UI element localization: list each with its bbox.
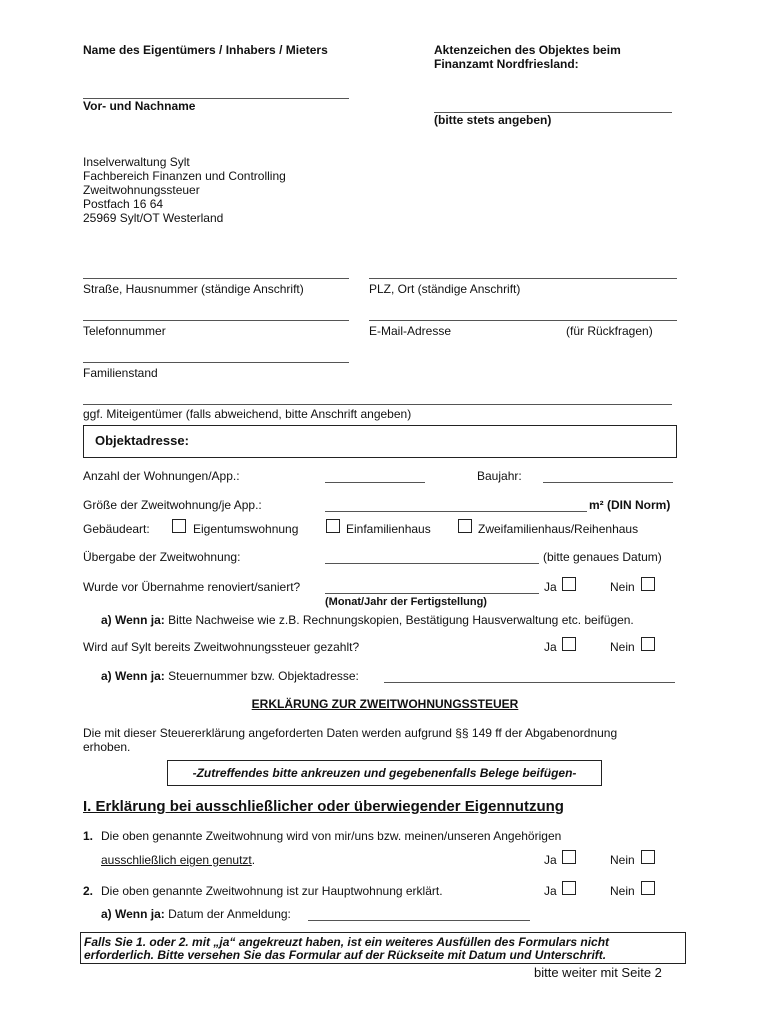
instruction-box (167, 760, 602, 786)
recipient-line: 25969 Sylt/OT Westerland (83, 211, 224, 225)
q1-yes-label: Ja (544, 853, 557, 867)
two-family-label: Zweifamilienhaus/Reihenhaus (478, 522, 639, 536)
owner-label: Name des Eigentümers / Inhabers / Mieters (83, 43, 328, 57)
tax-if-yes-prefix: a) Wenn ja: (101, 669, 165, 683)
street-input-line[interactable] (83, 266, 349, 279)
renovated-no-checkbox[interactable] (641, 577, 655, 591)
registration-date-input-line[interactable] (308, 908, 530, 921)
phone-input-line[interactable] (83, 308, 349, 321)
email-caption: E-Mail-Adresse (369, 324, 452, 338)
renovated-yes-label: Ja (544, 580, 557, 594)
file-number-label-line1: Aktenzeichen des Objektes beim (434, 43, 621, 57)
q1-no-checkbox[interactable] (641, 850, 655, 864)
q1-number: 1. (83, 829, 94, 843)
q2-if-yes-note (101, 907, 291, 921)
continue-note: bitte weiter mit Seite 2 (534, 965, 662, 980)
city-caption: PLZ, Ort (ständige Anschrift) (369, 282, 521, 296)
handover-label: Übergabe der Zweitwohnung: (83, 550, 241, 564)
footer-note-box (80, 932, 686, 964)
name-caption: Vor- und Nachname (83, 99, 196, 113)
q2-no-label: Nein (610, 884, 635, 898)
street-caption: Straße, Hausnummer (ständige Anschrift) (83, 282, 304, 296)
q1-text-line2 (101, 853, 255, 867)
renovation-date-input-line[interactable] (325, 581, 539, 594)
handover-date-input-line[interactable] (325, 551, 539, 564)
q1-no-label: Nein (610, 853, 635, 867)
instruction-text: -Zutreffendes bitte ankreuzen und gegebenenfalls Belege beifügen- (192, 766, 577, 780)
email-input-line[interactable] (369, 308, 677, 321)
object-address-box[interactable] (83, 425, 677, 458)
year-input-line[interactable] (543, 470, 673, 483)
marital-input-line[interactable] (83, 350, 349, 363)
renovated-if-yes-text: Bitte Nachweise wie z.B. Rechnungskopien, Bestätigung Hausverwaltung etc. beifügen. (168, 613, 634, 627)
q2-if-yes-text: Datum der Anmeldung: (168, 907, 291, 921)
size-label: Größe der Zweitwohnung/je App.: (83, 498, 262, 512)
single-family-label: Einfamilienhaus (346, 522, 431, 536)
tax-paid-yes-label: Ja (544, 640, 557, 654)
recipient-line: Inselverwaltung Sylt (83, 155, 190, 169)
q1-text-end: . (251, 853, 256, 867)
size-input-line[interactable] (325, 499, 587, 512)
tax-paid-no-checkbox[interactable] (641, 637, 655, 651)
file-number-label-line2: Finanzamt Nordfriesland: (434, 57, 579, 71)
tax-if-yes-note (101, 669, 359, 683)
file-number-input-line[interactable] (434, 100, 672, 113)
renovated-if-yes-note (101, 613, 634, 627)
recipient-line: Postfach 16 64 (83, 197, 164, 211)
tax-if-yes-text: Steuernummer bzw. Objektadresse: (168, 669, 359, 683)
units-label: Anzahl der Wohnungen/App.: (83, 469, 240, 483)
section1-title: I. Erklärung bei ausschließlicher oder überwiegender Eigennutzung (83, 798, 564, 815)
renovated-no-label: Nein (610, 580, 635, 594)
tax-paid-no-label: Nein (610, 640, 635, 654)
q1-text-underlined: ausschließlich eigen genutzt (101, 853, 252, 867)
q2-text: Die oben genannte Zweitwohnung ist zur Hauptwohnung erklärt. (101, 884, 443, 898)
q2-no-checkbox[interactable] (641, 881, 655, 895)
q2-number: 2. (83, 884, 94, 898)
two-family-checkbox[interactable] (458, 519, 472, 533)
email-note: (für Rückfragen) (566, 324, 653, 338)
q2-if-yes-prefix: a) Wenn ja: (101, 907, 165, 921)
building-type-label: Gebäudeart: (83, 522, 150, 536)
recipient-line: Fachbereich Finanzen und Controlling (83, 169, 286, 183)
handover-note: (bitte genaues Datum) (543, 550, 662, 564)
footer-note-line1: Falls Sie 1. oder 2. mit „ja“ angekreuzt haben, ist ein weiteres Ausfüllen des Formulars nicht (84, 935, 610, 949)
file-number-caption: (bitte stets angeben) (434, 113, 552, 127)
renovated-label: Wurde vor Übernahme renoviert/saniert? (83, 580, 301, 594)
phone-caption: Telefonnummer (83, 324, 166, 338)
co-owner-caption: ggf. Miteigentümer (falls abweichend, bitte Anschrift angeben) (83, 407, 412, 421)
co-owner-input-line[interactable] (83, 392, 672, 405)
q1-text-line1: Die oben genannte Zweitwohnung wird von mir/uns bzw. meinen/unseren Angehörigen (101, 829, 562, 843)
recipient-line: Zweitwohnungssteuer (83, 183, 200, 197)
q1-yes-checkbox[interactable] (562, 850, 576, 864)
name-input-line[interactable] (83, 86, 349, 99)
renovated-if-yes-prefix: a) Wenn ja: (101, 613, 165, 627)
declaration-heading: ERKLÄRUNG ZUR ZWEITWOHNUNGSSTEUER (251, 697, 519, 711)
declaration-intro-line1: Die mit dieser Steuererklärung angeforderten Daten werden aufgrund §§ 149 ff der Abgabenordnung (83, 726, 618, 740)
units-input-line[interactable] (325, 470, 425, 483)
year-label: Baujahr: (477, 469, 522, 483)
tax-paid-label: Wird auf Sylt bereits Zweitwohnungssteuer gezahlt? (83, 640, 360, 654)
footer-note-line2: erforderlich. Bitte versehen Sie das Formular auf der Rückseite mit Datum und Unterschrift. (84, 948, 607, 962)
object-address-title: Objektadresse: (95, 433, 189, 448)
q2-yes-label: Ja (544, 884, 557, 898)
owner-flat-label: Eigentumswohnung (193, 522, 299, 536)
renovated-yes-checkbox[interactable] (562, 577, 576, 591)
declaration-intro-line2: erhoben. (83, 740, 131, 754)
marital-caption: Familienstand (83, 366, 158, 380)
q2-yes-checkbox[interactable] (562, 881, 576, 895)
single-family-checkbox[interactable] (326, 519, 340, 533)
city-input-line[interactable] (369, 266, 677, 279)
renovation-date-caption: (Monat/Jahr der Fertigstellung) (325, 596, 487, 608)
size-unit: m² (DIN Norm) (589, 498, 671, 512)
owner-flat-checkbox[interactable] (172, 519, 186, 533)
tax-paid-yes-checkbox[interactable] (562, 637, 576, 651)
tax-number-input-line[interactable] (384, 670, 675, 683)
